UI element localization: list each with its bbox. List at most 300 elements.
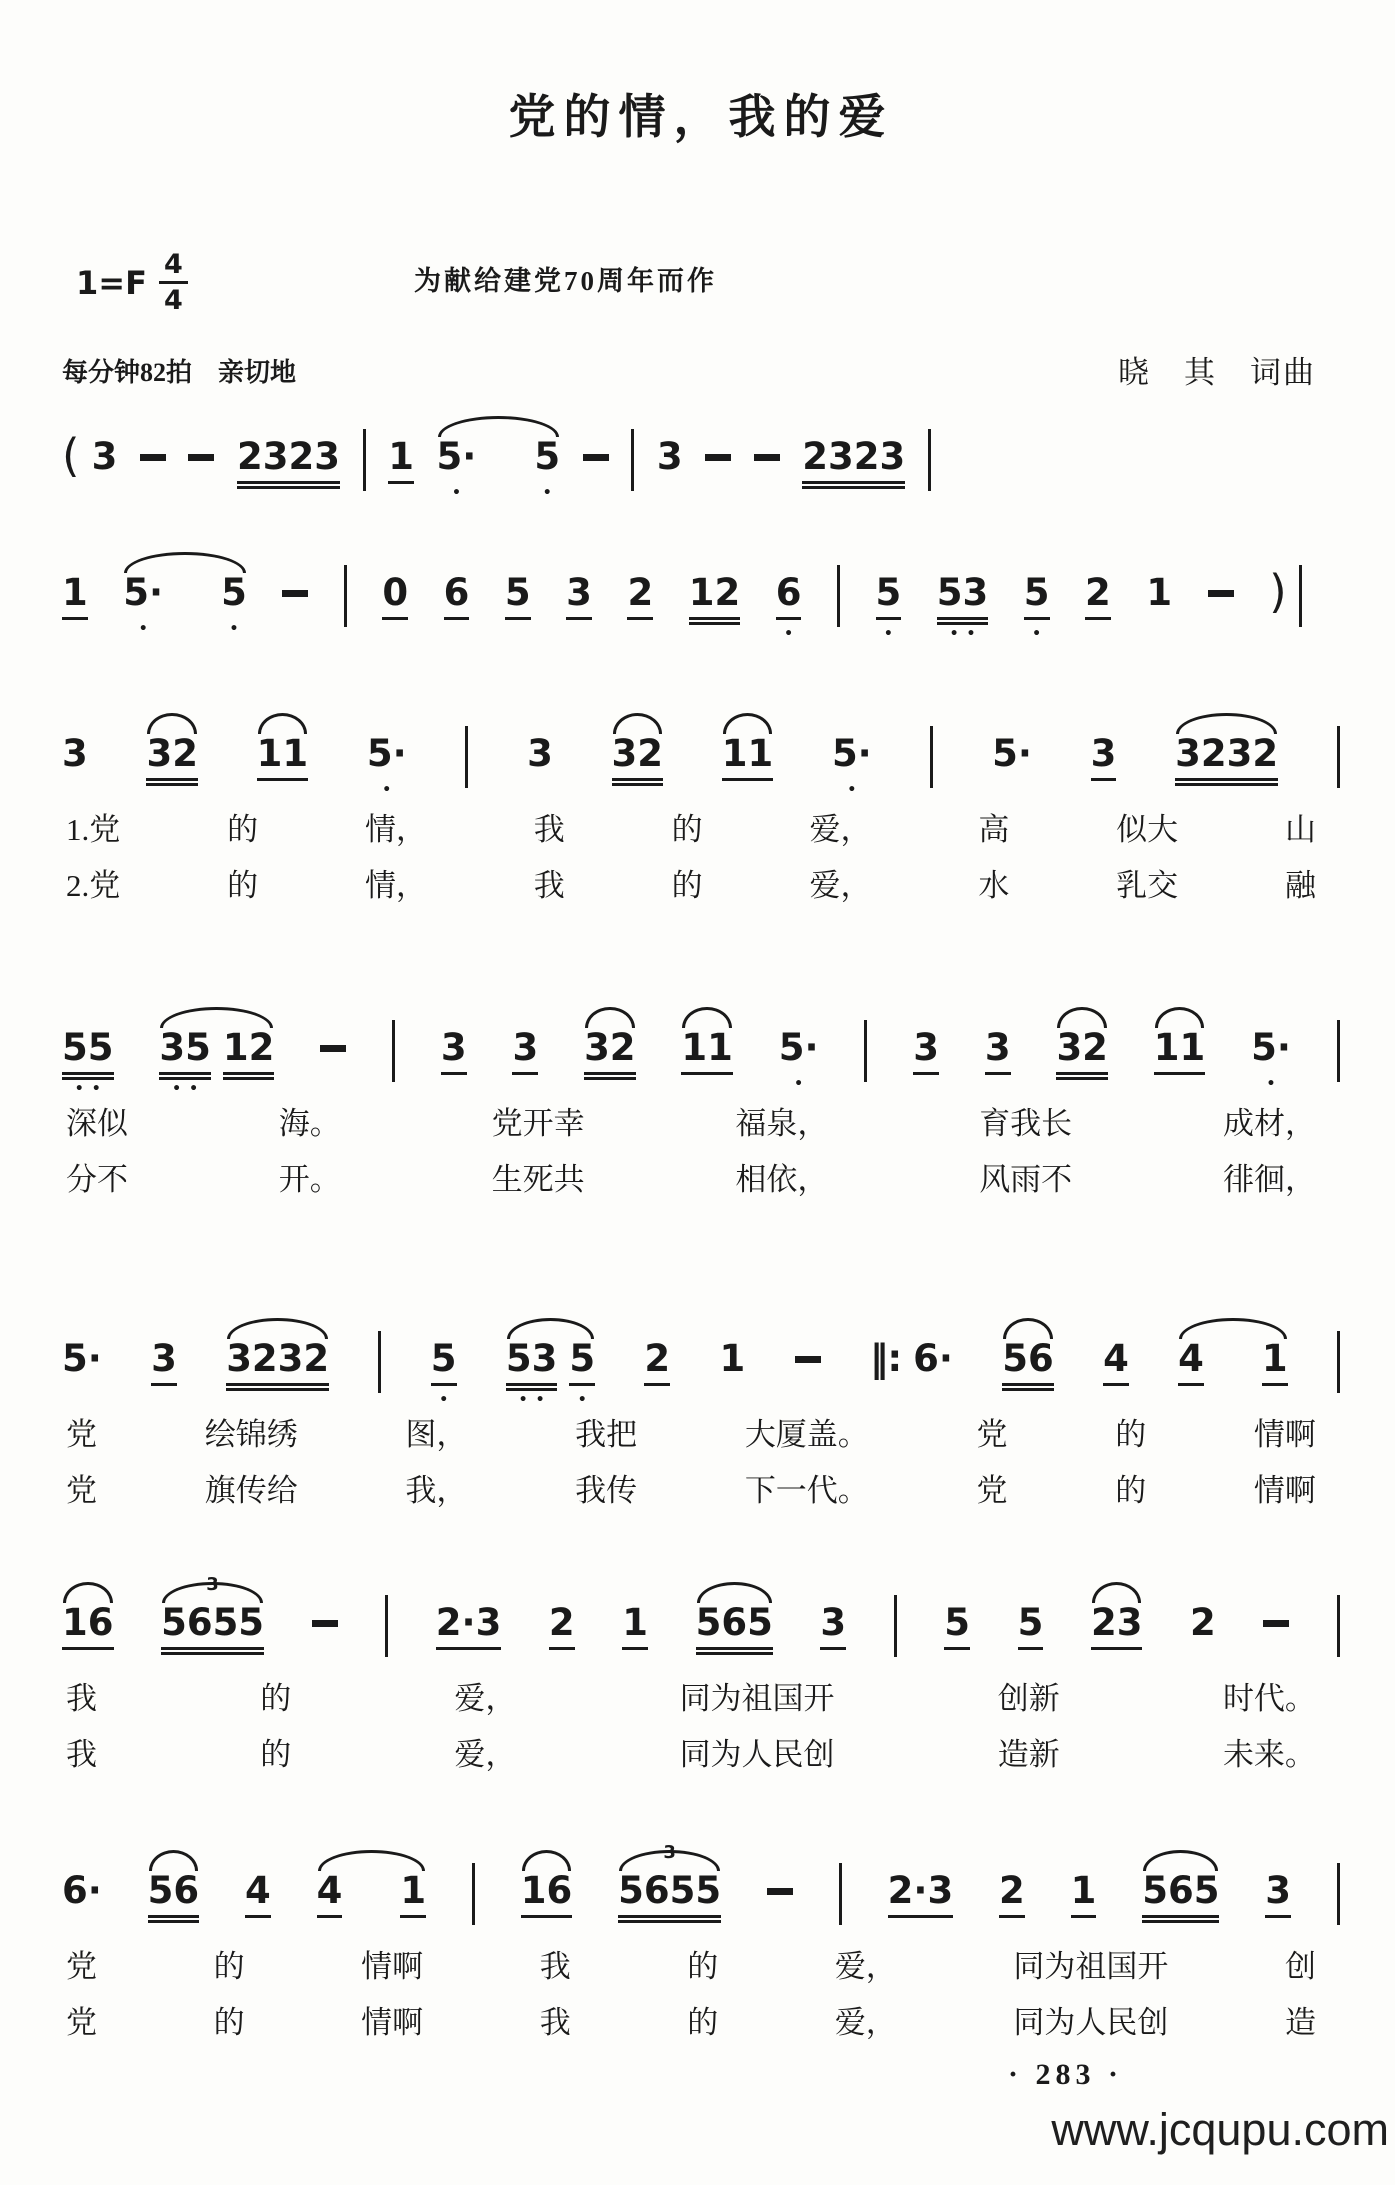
low-octave-dots-icon: • bbox=[883, 626, 901, 642]
note bbox=[584, 1026, 636, 1075]
note-digits: 2323 bbox=[237, 435, 340, 484]
barline-icon bbox=[1337, 1020, 1340, 1082]
slur-group bbox=[1175, 732, 1278, 781]
lyric-syllable: 党 bbox=[66, 1949, 97, 1984]
note-group bbox=[1265, 1869, 1291, 1918]
note-digits: 2 bbox=[549, 1601, 575, 1650]
note-group bbox=[631, 435, 634, 491]
note bbox=[622, 1601, 648, 1650]
note bbox=[569, 1337, 596, 1408]
note-digits: 32 bbox=[584, 1026, 636, 1075]
lyric-syllable: 我 bbox=[66, 1737, 97, 1772]
note bbox=[1091, 732, 1117, 781]
slur-group bbox=[584, 1026, 636, 1075]
low-octave-dots-icon: • bbox=[1266, 1076, 1284, 1092]
lyric-syllable: 创 bbox=[1284, 1949, 1316, 1984]
note-group bbox=[62, 1337, 102, 1381]
note-group bbox=[913, 1026, 939, 1075]
note bbox=[888, 1869, 954, 1918]
note bbox=[1142, 1869, 1219, 1918]
lyric-syllable: 1.党 bbox=[66, 812, 121, 847]
note bbox=[1262, 1337, 1288, 1386]
note-group bbox=[378, 1337, 381, 1393]
barline-icon bbox=[363, 429, 366, 491]
lyric-syllable: 爱， bbox=[454, 1737, 517, 1772]
barline-icon bbox=[864, 1020, 867, 1082]
note-digits: 55 bbox=[62, 1026, 114, 1075]
low-octave-dots-icon: • bbox=[1032, 626, 1050, 642]
note-digits: 5 bbox=[221, 571, 247, 614]
note bbox=[1269, 565, 1287, 627]
note-group bbox=[62, 732, 88, 776]
note bbox=[944, 1601, 970, 1650]
barline-icon bbox=[472, 1863, 475, 1925]
note-digits: 3 bbox=[151, 1337, 177, 1386]
note bbox=[400, 1869, 426, 1918]
note-digits: 5 bbox=[431, 1337, 457, 1386]
note-digits: 5· bbox=[831, 732, 872, 775]
note bbox=[534, 435, 561, 501]
lyrics-verse-1 bbox=[62, 1413, 1340, 1457]
lyric-syllable: 同为人民创 bbox=[1013, 2005, 1169, 2040]
note-group bbox=[430, 1337, 457, 1408]
lyric-syllable: 爱， bbox=[834, 1949, 897, 1984]
sustain-dash-icon bbox=[140, 454, 166, 461]
note-digits: 5· bbox=[62, 1337, 102, 1380]
note bbox=[566, 571, 592, 620]
note-digits: 3 bbox=[985, 1026, 1011, 1075]
note-digits: 16 bbox=[62, 1601, 114, 1650]
lyric-syllable: 福泉， bbox=[735, 1106, 829, 1141]
note bbox=[681, 1026, 733, 1075]
composer-credit: 晓 其 词曲 bbox=[1118, 355, 1316, 390]
note-group bbox=[837, 571, 840, 627]
lyrics-verse-2 bbox=[62, 1733, 1340, 1777]
lyric-syllable: 图， bbox=[405, 1417, 468, 1452]
note-digits: ) bbox=[1269, 565, 1287, 618]
note-group bbox=[1337, 732, 1340, 788]
low-octave-dots-icon: • bbox=[847, 782, 865, 798]
note-group bbox=[282, 571, 308, 597]
note bbox=[436, 435, 477, 501]
note bbox=[505, 571, 531, 620]
lyric-syllable: 党 bbox=[976, 1417, 1008, 1452]
barline-icon bbox=[928, 429, 931, 491]
sustain-dash-icon bbox=[767, 1888, 793, 1895]
slur-group bbox=[159, 1026, 275, 1097]
note-group bbox=[1337, 1601, 1340, 1657]
low-octave-dots-icon: •• bbox=[518, 1392, 553, 1408]
note-digits: 1 bbox=[62, 571, 88, 620]
barline-icon bbox=[631, 429, 634, 491]
note-group bbox=[689, 571, 741, 620]
barline-icon bbox=[465, 726, 468, 788]
low-octave-dots-icon: • bbox=[451, 485, 469, 501]
note-group bbox=[870, 1337, 953, 1381]
lyric-syllable: 我传 bbox=[575, 1473, 638, 1508]
note-group bbox=[944, 1601, 970, 1650]
notes-row bbox=[62, 1839, 1340, 1925]
lyric-syllable: 海。 bbox=[278, 1106, 341, 1141]
notes-row bbox=[62, 1307, 1340, 1408]
note bbox=[1190, 1601, 1216, 1645]
note-group bbox=[930, 732, 933, 788]
note bbox=[148, 1869, 200, 1918]
note-group bbox=[188, 435, 214, 461]
lyrics-verse-2 bbox=[62, 864, 1340, 908]
lyric-syllable: 同为祖国开 bbox=[679, 1681, 835, 1716]
sustain-dash-icon bbox=[320, 1045, 346, 1052]
note bbox=[436, 1601, 502, 1650]
note bbox=[612, 732, 664, 781]
note-group bbox=[549, 1601, 575, 1650]
lyric-syllable: 爱， bbox=[834, 2005, 897, 2040]
barline-icon bbox=[392, 1020, 395, 1082]
barline-icon bbox=[1337, 726, 1340, 788]
lyric-syllable: 风雨不 bbox=[979, 1162, 1073, 1197]
slur-group bbox=[436, 435, 561, 501]
note bbox=[62, 429, 80, 482]
low-octave-dots-icon: •• bbox=[74, 1081, 109, 1097]
note bbox=[870, 1337, 901, 1381]
lyric-syllable: 同为祖国开 bbox=[1013, 1949, 1169, 1984]
note bbox=[1091, 1601, 1143, 1650]
note bbox=[245, 1869, 271, 1918]
barline-icon bbox=[839, 1863, 842, 1925]
note-digits: 3 bbox=[1265, 1869, 1291, 1918]
note bbox=[221, 571, 247, 637]
note-digits: 1 bbox=[719, 1337, 746, 1380]
note bbox=[985, 1026, 1011, 1075]
note-digits: 3 bbox=[820, 1601, 846, 1650]
note-digits: 4 bbox=[245, 1869, 271, 1918]
slur-group bbox=[161, 1574, 265, 1650]
note-digits: 3 bbox=[1091, 732, 1117, 781]
music-system bbox=[62, 702, 1340, 908]
lyrics-verse-2 bbox=[62, 1158, 1340, 1202]
lyric-syllable: 融 bbox=[1285, 868, 1316, 903]
slur-group bbox=[146, 732, 198, 781]
note-digits: 5 bbox=[876, 571, 902, 620]
slur-group bbox=[505, 1337, 596, 1408]
note bbox=[257, 732, 309, 781]
lyric-syllable: 我 bbox=[539, 1949, 571, 1984]
note-digits: 5· bbox=[123, 571, 164, 614]
note-group bbox=[831, 732, 872, 798]
note bbox=[696, 1601, 773, 1650]
lyric-syllable: 党 bbox=[66, 2005, 97, 2040]
note-digits: 53 bbox=[506, 1337, 558, 1386]
lyric-syllable: 情， bbox=[364, 868, 427, 903]
note-group bbox=[928, 435, 931, 491]
lyric-syllable: 爱， bbox=[454, 1681, 517, 1716]
key-signature bbox=[76, 251, 188, 314]
note-digits: 35 bbox=[159, 1026, 211, 1075]
triplet-number: 3 bbox=[206, 1574, 219, 1595]
note bbox=[62, 1869, 102, 1913]
key-label: 1=F bbox=[76, 263, 147, 302]
slur-group bbox=[148, 1869, 200, 1918]
lyric-syllable: 的 bbox=[260, 1681, 292, 1716]
note bbox=[444, 571, 470, 620]
note bbox=[512, 1026, 538, 1075]
lyric-syllable: 绘锦绣 bbox=[204, 1417, 298, 1452]
note-digits: 11 bbox=[1154, 1026, 1206, 1075]
lyric-syllable: 情， bbox=[364, 812, 427, 847]
note-digits: 1 bbox=[1146, 571, 1173, 614]
notes-row bbox=[62, 1571, 1340, 1657]
slur-group bbox=[317, 1869, 427, 1918]
note-digits: 32 bbox=[612, 732, 664, 781]
lyric-syllable: 未来。 bbox=[1222, 1737, 1316, 1772]
note bbox=[778, 1026, 819, 1092]
note-digits: 5 bbox=[534, 435, 561, 478]
note-group bbox=[999, 1869, 1025, 1918]
lyric-syllable: 我 bbox=[539, 2005, 571, 2040]
note-digits: 5· bbox=[436, 435, 477, 478]
lyric-syllable: 下一代。 bbox=[744, 1473, 869, 1508]
note bbox=[992, 732, 1032, 776]
lyrics-verse-1 bbox=[62, 1677, 1340, 1721]
lyric-syllable: 爱， bbox=[809, 868, 872, 903]
slur-group bbox=[681, 1026, 733, 1075]
slur-group bbox=[62, 1601, 114, 1650]
lyric-syllable: 开。 bbox=[278, 1162, 341, 1197]
note bbox=[1251, 1026, 1291, 1092]
slur-group bbox=[722, 732, 774, 781]
note-digits: 2·3 bbox=[888, 1869, 954, 1918]
note-group bbox=[1337, 1869, 1340, 1925]
note-group bbox=[1103, 1337, 1129, 1386]
barline-icon bbox=[894, 1595, 897, 1657]
low-octave-dots-icon: •• bbox=[949, 626, 984, 642]
slur-group bbox=[1178, 1337, 1288, 1386]
note-group bbox=[719, 1337, 745, 1381]
website-watermark: www.jcqupu.com bbox=[1051, 2104, 1389, 2155]
note-group bbox=[1091, 732, 1117, 781]
note-group bbox=[140, 435, 166, 461]
barline-icon bbox=[378, 1331, 381, 1393]
lyrics-verse-1 bbox=[62, 1102, 1340, 1146]
barline-icon bbox=[837, 565, 840, 627]
lyric-syllable: 的 bbox=[1115, 1417, 1147, 1452]
note bbox=[627, 571, 653, 620]
note-group bbox=[839, 1869, 842, 1925]
note-group bbox=[245, 1869, 271, 1918]
lyric-syllable: 同为人民创 bbox=[679, 1737, 835, 1772]
note bbox=[644, 1337, 670, 1386]
notes-row bbox=[62, 702, 1340, 798]
note bbox=[159, 1026, 211, 1097]
note-digits: 3 bbox=[527, 732, 553, 775]
slur-group bbox=[696, 1601, 773, 1650]
note bbox=[657, 435, 683, 479]
note bbox=[151, 1337, 177, 1386]
slur-group bbox=[123, 571, 247, 637]
note-digits: 0 bbox=[382, 571, 408, 620]
tempo-marking: 每分钟82拍 亲切地 bbox=[62, 358, 297, 387]
lyric-syllable: 徘徊， bbox=[1222, 1162, 1316, 1197]
note-group bbox=[392, 1026, 395, 1082]
note-group bbox=[62, 1869, 102, 1913]
note-digits: 5 bbox=[944, 1601, 970, 1650]
notes-row bbox=[62, 541, 1302, 642]
lyric-syllable: 乳交 bbox=[1116, 868, 1179, 903]
note bbox=[722, 732, 774, 781]
lyric-syllable: 我 bbox=[533, 868, 565, 903]
note-digits: 2 bbox=[644, 1337, 670, 1386]
note-group bbox=[802, 435, 905, 484]
lyric-syllable: 高 bbox=[978, 812, 1010, 847]
note-digits: 2 bbox=[999, 1869, 1025, 1918]
lyric-syllable: 我， bbox=[405, 1473, 468, 1508]
note bbox=[549, 1601, 575, 1650]
note-digits: 11 bbox=[257, 732, 309, 781]
note-digits: 6· bbox=[62, 1869, 102, 1912]
lyric-syllable: 情啊 bbox=[1253, 1473, 1316, 1508]
note-group bbox=[436, 1601, 502, 1650]
note-digits: 3 bbox=[512, 1026, 538, 1075]
note-digits: 4 bbox=[1178, 1337, 1204, 1386]
lyric-syllable: 的 bbox=[227, 812, 259, 847]
lyric-syllable: 党 bbox=[976, 1473, 1008, 1508]
note-group bbox=[894, 1601, 897, 1657]
note-digits: 565 bbox=[1142, 1869, 1219, 1918]
note bbox=[1018, 1601, 1044, 1650]
lyric-syllable: 大厦盖。 bbox=[744, 1417, 869, 1452]
slur-group bbox=[1002, 1337, 1054, 1386]
note-group bbox=[1269, 565, 1302, 627]
slur-group bbox=[1091, 1601, 1143, 1650]
note-digits: 3232 bbox=[1175, 732, 1278, 781]
note-group bbox=[1018, 1601, 1044, 1650]
music-system bbox=[62, 405, 1340, 501]
lyric-syllable: 的 bbox=[671, 812, 703, 847]
note bbox=[527, 732, 553, 776]
note-group bbox=[888, 1869, 954, 1918]
lyric-syllable: 的 bbox=[1115, 1473, 1147, 1508]
slur-group bbox=[257, 732, 309, 781]
note-group bbox=[151, 1337, 177, 1386]
lyric-syllable: 分不 bbox=[66, 1162, 128, 1197]
note-digits: 5· bbox=[1251, 1026, 1291, 1069]
lyric-syllable: 情啊 bbox=[361, 2005, 424, 2040]
lyric-syllable: 的 bbox=[671, 868, 703, 903]
note-digits: 2 bbox=[1085, 571, 1111, 620]
low-octave-dots-icon: • bbox=[794, 1076, 812, 1092]
note-group bbox=[705, 435, 731, 461]
note-digits: 12 bbox=[223, 1026, 275, 1075]
note-digits: 3232 bbox=[226, 1337, 329, 1386]
note-group bbox=[62, 571, 88, 620]
note-group bbox=[1251, 1026, 1291, 1092]
note-digits: 565 bbox=[696, 1601, 773, 1650]
note bbox=[618, 1869, 721, 1918]
lyric-syllable: 创新 bbox=[997, 1681, 1060, 1716]
lyric-syllable: 造 bbox=[1284, 2005, 1316, 2040]
note-digits: 5· bbox=[366, 732, 407, 775]
note bbox=[161, 1601, 264, 1650]
note-group bbox=[1085, 571, 1111, 620]
barline-icon bbox=[385, 1595, 388, 1657]
note bbox=[1056, 1026, 1108, 1075]
note-group bbox=[382, 571, 408, 620]
lyric-syllable: 的 bbox=[227, 868, 259, 903]
note bbox=[1178, 1337, 1204, 1386]
note bbox=[1002, 1337, 1054, 1386]
lyric-syllable: 似大 bbox=[1116, 812, 1179, 847]
note-digits: 16 bbox=[521, 1869, 573, 1918]
note-digits: 53 bbox=[937, 571, 989, 620]
note bbox=[430, 1337, 457, 1408]
note-group bbox=[344, 571, 347, 627]
barline-icon bbox=[1299, 565, 1302, 627]
note bbox=[1103, 1337, 1129, 1386]
meta-row-1 bbox=[62, 247, 1340, 321]
sustain-dash-icon bbox=[583, 454, 609, 461]
note bbox=[820, 1601, 846, 1650]
music-system bbox=[62, 1307, 1340, 1513]
note-group bbox=[820, 1601, 846, 1650]
note-digits: ‖: bbox=[869, 1337, 902, 1380]
note-digits: 32 bbox=[146, 732, 198, 781]
note bbox=[92, 435, 118, 481]
dedication-note: 为献给建党70周年而作 bbox=[414, 266, 717, 296]
note bbox=[719, 1337, 745, 1381]
lyric-syllable: 水 bbox=[978, 868, 1010, 903]
sustain-dash-icon bbox=[312, 1620, 338, 1627]
lyric-syllable: 育我长 bbox=[979, 1106, 1073, 1141]
music-system bbox=[62, 1571, 1340, 1777]
lyric-syllable: 的 bbox=[213, 2005, 245, 2040]
note-digits: 3 bbox=[441, 1026, 467, 1075]
lyric-syllable: 成材， bbox=[1222, 1106, 1316, 1141]
low-octave-dots-icon: • bbox=[138, 621, 156, 637]
note-group bbox=[366, 732, 407, 798]
slur-group bbox=[521, 1869, 573, 1918]
note-digits: 1 bbox=[388, 435, 414, 484]
note-digits: 5· bbox=[778, 1026, 819, 1069]
note-group bbox=[363, 435, 366, 491]
time-signature-top: 4 bbox=[159, 251, 188, 284]
lyrics-verse-2 bbox=[62, 1469, 1340, 1513]
note-group bbox=[1337, 1026, 1340, 1082]
note-digits: 2 bbox=[1190, 1601, 1216, 1644]
note bbox=[146, 732, 198, 781]
note-digits: 6 bbox=[776, 571, 802, 620]
lyric-syllable: 旗传给 bbox=[204, 1473, 298, 1508]
note bbox=[775, 571, 802, 642]
lyric-syllable: 爱， bbox=[809, 812, 872, 847]
lyric-syllable: 山 bbox=[1285, 812, 1316, 847]
note-group bbox=[875, 571, 902, 642]
note-group bbox=[465, 732, 468, 788]
lyrics-verse-1 bbox=[62, 1945, 1340, 1989]
note-digits: 6 bbox=[444, 571, 470, 620]
note bbox=[223, 1026, 275, 1075]
note bbox=[388, 435, 414, 484]
low-octave-dots-icon: •• bbox=[172, 1081, 207, 1097]
note bbox=[831, 732, 872, 798]
note bbox=[123, 571, 164, 637]
barline-icon bbox=[930, 726, 933, 788]
note bbox=[237, 435, 340, 484]
sustain-dash-icon bbox=[1263, 1620, 1289, 1627]
time-signature-bottom: 4 bbox=[163, 285, 183, 316]
sustain-dash-icon bbox=[1208, 590, 1234, 597]
lyric-syllable: 我 bbox=[66, 1681, 97, 1716]
song-title: 党的情，我的爱 bbox=[508, 92, 894, 144]
